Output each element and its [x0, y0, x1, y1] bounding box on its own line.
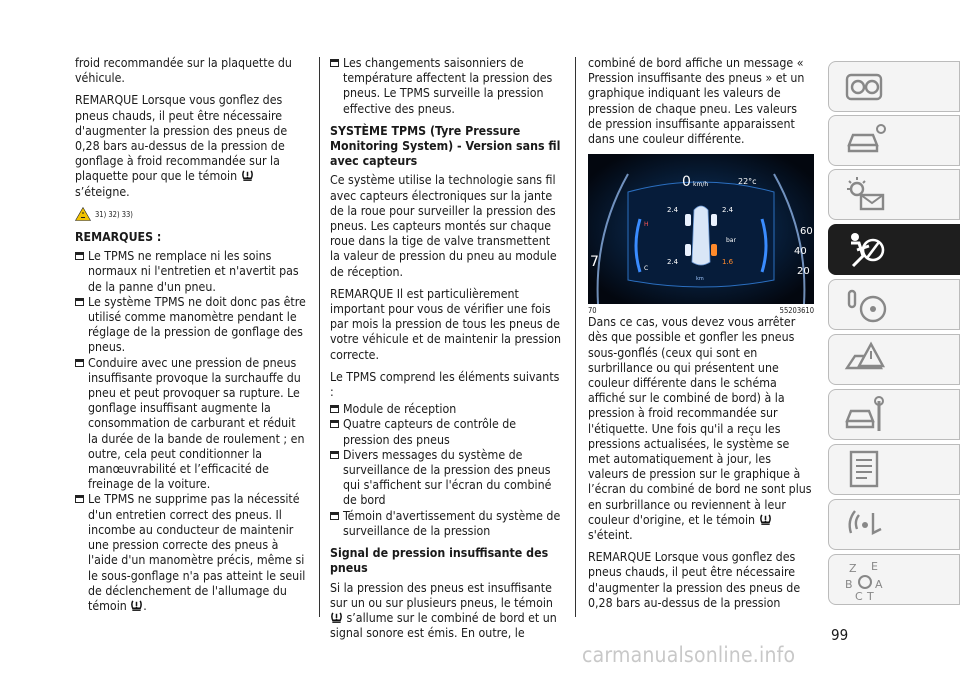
tyre-fl-mark	[685, 214, 691, 226]
tpms-warning-icon	[330, 611, 343, 624]
tab-car-keys[interactable]	[828, 115, 960, 166]
list-item: Témoin d'avertissement du système de surveillance de la pression	[330, 509, 562, 539]
tpms-warning-icon	[241, 169, 254, 182]
column-divider	[319, 57, 320, 617]
bullet-item: Les changements saisonniers de température affectent la pression des pneus. Le TPMS surveille la pression effective des pneus.	[330, 56, 562, 117]
figure-code: 55203610	[779, 306, 814, 316]
right-dial-number: 60	[800, 226, 813, 238]
text-column-middle	[330, 56, 562, 648]
steering-start-icon	[843, 283, 887, 327]
tpms-warning-icon	[759, 513, 772, 526]
technical-data-icon	[843, 448, 887, 492]
section-heading: Signal de pression insuffisante des pneus	[330, 546, 549, 576]
lights-message-icon	[843, 173, 887, 217]
tyre-fr-mark	[711, 214, 717, 226]
bullet-item: Le TPMS ne remplace ni les soins normaux ni l'entretien et n'avertit pas de la panne d'un pneu.	[75, 249, 307, 295]
tab-multimedia[interactable]	[828, 499, 960, 550]
tab-dashboard[interactable]	[828, 61, 960, 112]
airbag-safety-icon	[843, 228, 887, 272]
bullet-item: Conduire avec une pression de pneus insuffisante provoque la surchauffe du pneu et peut provoquer sa rupture. Le gonflage insuffisant augmente la consommation de carburant et réduit la durée de la bande de roulement ; en outre, cela peut conditionner la manœuvrabilité et l’efficacité de freinage de la voiture.	[75, 356, 307, 493]
left-dial-number: 7	[590, 254, 599, 271]
warning-references: 31) 32) 33)	[75, 207, 307, 222]
section-heading: SYSTÈME TPMS (Tyre Pressure Monitoring System) - Version sans fil avec capteurs	[330, 123, 561, 169]
index-letter: T	[867, 590, 874, 602]
tyre-rr-value: 1.6	[722, 258, 734, 267]
tyre-fl-value: 2.4	[667, 206, 679, 215]
warning-emergency-icon	[843, 338, 887, 382]
paragraph: Dans ce cas, vous devez vous arrêter dès que possible et gonfler les pneus sous-gonflés (ceux qui sont en surbrillance ou qui présentent une couleur différente dans le schéma affiché sur le combiné de bord) à la pression à froid recommandée sur l'étiquette. Une fois qu'il a reçu les pressions actualisées, le système se met automatiquement à jour, les valeurs de pression sur le graphique à l’écran du combiné de bord ne sont plus en surbrillance ou reviennent à leur couleur d'origine, et le témoin s'éteint.	[588, 315, 812, 543]
right-dial-number: 40	[794, 246, 807, 258]
dashboard-info-icon	[843, 65, 887, 109]
tyre-fr-value: 2.4	[722, 206, 734, 215]
instrument-cluster-photo	[588, 154, 814, 304]
car-top-view	[692, 206, 710, 265]
figure-caption	[588, 306, 814, 315]
remarks-heading: REMARQUES :	[75, 230, 162, 245]
speed-unit: km/h	[693, 181, 709, 189]
tab-technical-data[interactable]	[828, 444, 960, 495]
paragraph: Si la pression des pneus est insuffisante sur un ou sur plusieurs pneus, le témoin s’allume sur le combiné de bord et un signal sonore est émis. En outre, le	[330, 580, 557, 641]
list-item: Quatre capteurs de contrôle de pression des pneus	[330, 417, 562, 447]
index-alphabet-icon	[843, 558, 887, 602]
car-service-icon	[843, 393, 887, 437]
tab-service[interactable]	[828, 389, 960, 440]
pressure-unit: bar	[726, 237, 736, 245]
list-item: Divers messages du système de surveillance de la pression des pneus qui s'affichent sur l'écran du combiné de bord	[330, 448, 562, 509]
index-letter: A	[875, 578, 883, 591]
warning-triangle-icon	[75, 207, 91, 221]
gauge-cold-label: C	[644, 265, 649, 273]
tpms-warning-icon	[130, 599, 143, 612]
car-keys-icon	[843, 119, 887, 163]
watermark-footer: carmanualsonline.info	[582, 643, 796, 667]
bullet-item: Le TPMS ne supprime pas la nécessité d'un entretien correct des pneus. Il incombe au conducteur de maintenir une pression correcte des pneus à l'aide d'un manomètre précis, même si le sous-gonflage n'a pas atteint le seuil de déclenchement de l'allumage du témoin .	[75, 492, 307, 614]
paragraph: froid recommandée sur la plaquette du véhicule.	[75, 56, 292, 86]
paragraph-remark: REMARQUE Lorsque vous gonflez des pneus chauds, il peut être nécessaire d'augmenter la pression des pneus de 0,28 bars au-dessus de la pression	[588, 550, 801, 610]
paragraph-remark: REMARQUE Lorsque vous gonflez des pneus chauds, il peut être nécessaire d'augmenter la pression des pneus de 0,28 bars au-dessus de la pression de gonflage à froid recommandée sur la plaquette pour que le témoin s’éteigne.	[75, 93, 288, 199]
gauge-hot-label: H	[644, 221, 649, 229]
multimedia-icon	[843, 503, 887, 547]
page-number: 99	[831, 626, 849, 644]
cluster-illustration	[588, 154, 814, 304]
right-dial-number: 20	[797, 266, 810, 278]
paragraph: Le TPMS comprend les éléments suivants :	[330, 369, 560, 400]
tab-starting-driving[interactable]	[828, 279, 960, 330]
speed-value: 0	[682, 174, 691, 191]
text-column-left	[75, 56, 307, 614]
index-letter: C	[855, 590, 863, 602]
tyre-rl-value: 2.4	[667, 258, 679, 267]
tab-index[interactable]	[828, 554, 960, 605]
tab-safety[interactable]	[828, 224, 960, 275]
column-divider	[575, 57, 576, 617]
index-letter: Z	[849, 562, 857, 575]
list-item: Module de réception	[330, 402, 562, 417]
tyre-rl-mark	[685, 244, 691, 256]
tab-emergency[interactable]	[828, 334, 960, 385]
tab-lights-messages[interactable]	[828, 169, 960, 220]
figure-label: 70	[588, 306, 597, 316]
odometer-unit: km	[696, 276, 704, 283]
paragraph-remark: REMARQUE Il est particulièrement important pour vous de vérifier une fois par mois la pression de tous les pneus de votre véhicule et de maintenir la pression correcte.	[330, 286, 561, 362]
temperature: 22°c	[738, 177, 757, 187]
index-letter: B	[845, 578, 853, 591]
index-letter: E	[871, 560, 878, 573]
bullet-item: Le système TPMS ne doit donc pas être utilisé comme manomètre pendant le réglage de la pression de gonflage des pneus.	[75, 295, 307, 356]
paragraph: Ce système utilise la technologie sans fil avec capteurs électroniques sur la jante de la roue pour surveiller la pression des pneus. Les capteurs montés sur chaque roue dans la tige de valve transmettent la valeur de pression du pneu au module de réception.	[330, 173, 557, 279]
paragraph: combiné de bord affiche un message « Pression insuffisante des pneus » et un graphique indiquant les valeurs de pression de chaque pneu. Les valeurs de pression insuffisante apparaissent dans une couleur différente.	[588, 56, 805, 147]
tyre-rr-mark	[711, 244, 717, 256]
text-column-right	[588, 56, 814, 618]
